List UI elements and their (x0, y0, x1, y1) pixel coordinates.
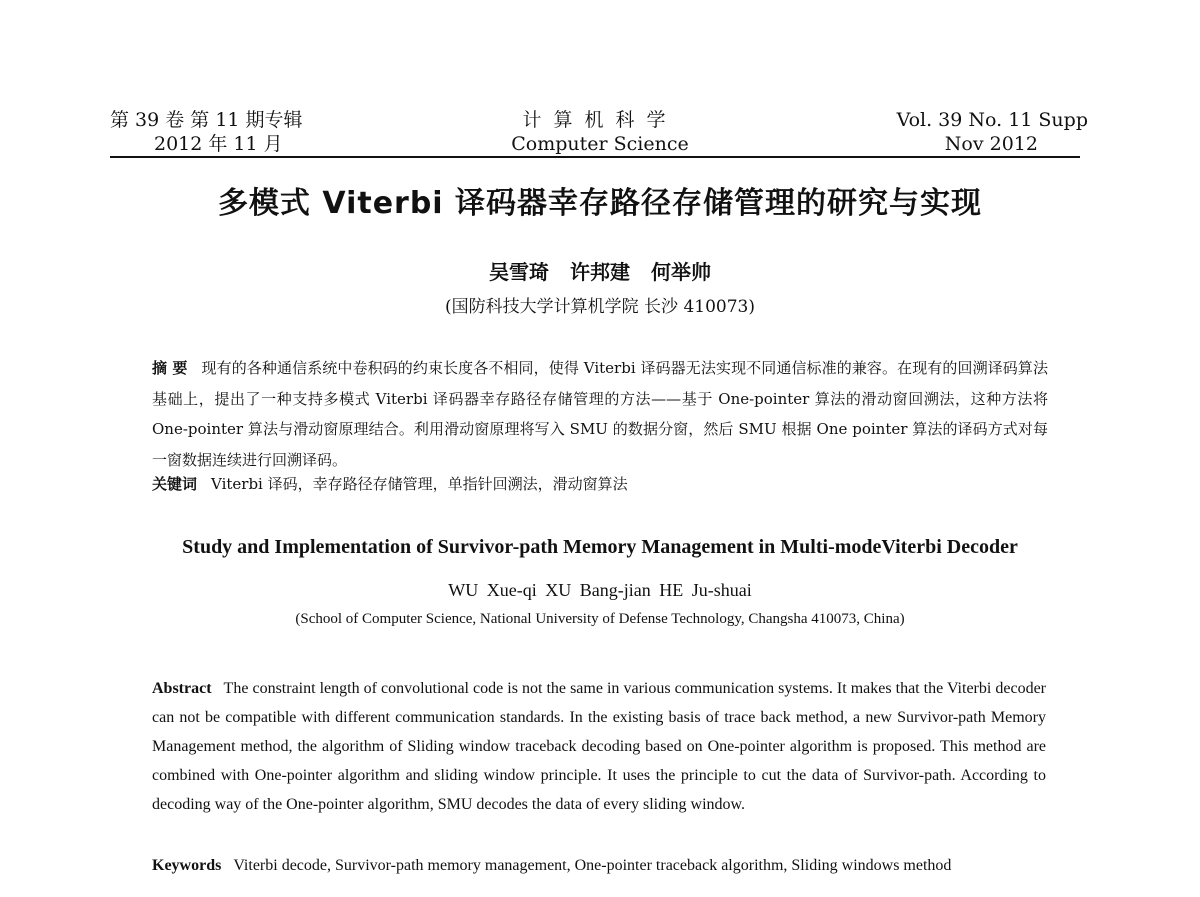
abstract-cn (152, 353, 1048, 475)
affiliation-en: (School of Computer Science, National University of Defense Technology, Changsha 410073, China) (295, 611, 905, 627)
keywords-cn-label: 关键词 (152, 475, 198, 493)
keywords-en (152, 851, 1046, 880)
abstract-en-text: The constraint length of convolutional code is not the same in various communication systems. It makes that the Viterbi decoder can not be compatible with different communication standards. In the existing basis of trace back method, a new Survivor-path Memory Management method, the algorithm of Sliding window traceback decoding based on One-pointer algorithm is proposed. This method are combined with One-pointer algorithm and sliding window principle. It uses the principle to cut the data of Survivor-path. According to decoding way of the One-pointer algorithm, SMU decodes the data of every sliding window. (152, 680, 1046, 813)
volume-issue: 第 39 卷 第 11 期专辑 (110, 109, 303, 131)
keywords-cn (152, 473, 1048, 494)
publication-date-en: Nov 2012 (944, 133, 1038, 155)
abstract-en (152, 674, 1046, 819)
authors-cn: 吴雪琦 许邦建 何举帅 (489, 260, 711, 284)
volume-issue-en: Vol. 39 No. 11 Supp (896, 109, 1088, 131)
keywords-en-label: Keywords (152, 857, 222, 874)
journal-name-en: Computer Science (511, 133, 689, 155)
journal-name-cn: 计算机科学 (522, 109, 678, 131)
abstract-en-label: Abstract (152, 680, 212, 697)
abstract-cn-label: 摘 要 (152, 359, 188, 377)
keywords-en-text: Viterbi decode, Survivor-path memory management, One-pointer traceback algorithm, Sliding windows method (233, 857, 952, 874)
journal-volume-info-en (897, 108, 1088, 156)
abstract-cn-text: 现有的各种通信系统中卷积码的约束长度各不相同，使得 Viterbi 译码器无法实现不同通信标准的兼容。在现有的回溯译码算法基础上，提出了一种支持多模式 Viterbi 译码器幸存路径存储管理的方法——基于 One-pointer 算法的滑动窗回溯法，这种方法将 One-pointer 算法与滑动窗原理结合。利用滑动窗原理将写入 SMU 的数据分窗，然后 SMU 根据 One pointer 算法的译码方式对每一窗数据连续进行回溯译码。 (152, 359, 1048, 469)
header-rule (110, 156, 1080, 158)
paper-title-en: Study and Implementation of Survivor-path Memory Management in Multi-modeViterbi Decoder (182, 536, 1018, 558)
keywords-cn-text: Viterbi 译码，幸存路径存储管理，单指针回溯法，滑动窗算法 (211, 475, 628, 493)
affiliation-cn: (国防科技大学计算机学院 长沙 410073) (445, 297, 755, 317)
paper-title-cn: 多模式 Viterbi 译码器幸存路径存储管理的研究与实现 (217, 186, 983, 221)
publication-date-cn: 2012 年 11 月 (154, 133, 283, 155)
authors-en: WU Xue-qi XU Bang-jian HE Ju-shuai (448, 580, 752, 600)
